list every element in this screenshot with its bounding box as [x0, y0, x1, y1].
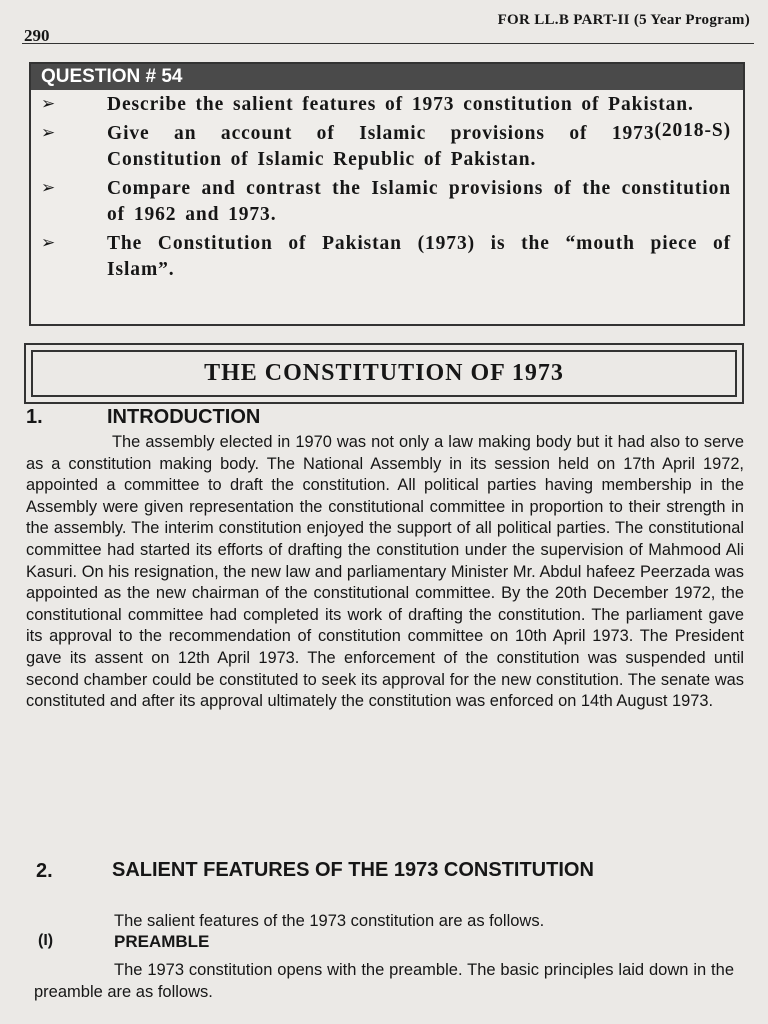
question-item	[31, 121, 743, 173]
subsection-number: (I)	[38, 932, 54, 949]
chapter-title: THE CONSTITUTION OF 1973	[204, 360, 564, 386]
question-item	[31, 92, 743, 141]
question-item	[31, 176, 743, 228]
arrow-bullet-icon: ➢	[41, 94, 56, 114]
section-title: INTRODUCTION	[107, 406, 261, 428]
question-item	[31, 231, 743, 283]
subsection-title: PREAMBLE	[114, 932, 210, 951]
question-list	[31, 90, 743, 283]
chapter-title-box	[24, 343, 744, 404]
question-title: QUESTION # 54	[31, 64, 743, 90]
question-tag: (2018-S)	[654, 120, 731, 141]
arrow-bullet-icon: ➢	[41, 178, 56, 198]
page-number: 290	[24, 26, 50, 45]
question-text: Compare and contrast the Islamic provisions of the constitution of 1962 and 1973.	[107, 178, 731, 225]
arrow-bullet-icon: ➢	[41, 233, 56, 253]
question-box	[29, 62, 745, 326]
preamble-paragraph	[34, 960, 734, 1003]
arrow-bullet-icon: ➢	[41, 123, 56, 143]
introduction-paragraph	[26, 432, 744, 713]
preamble-text: The 1973 constitution opens with the preamble. The basic principles laid down in the preamble are as follows.	[34, 961, 734, 1001]
section-title: SALIENT FEATURES OF THE 1973 CONSTITUTION	[112, 859, 594, 881]
header-rule	[22, 43, 754, 44]
section-number: 2.	[36, 860, 53, 882]
question-text: Describe the salient features of 1973 constitution of Pakistan.	[107, 94, 694, 115]
question-text: Give an account of Islamic provisions of 1973 Constitution of Islamic Republic of Pakistan.	[107, 123, 655, 170]
running-header: FOR LL.B PART-II (5 Year Program)	[497, 12, 750, 28]
question-text: The Constitution of Pakistan (1973) is the “mouth piece of Islam”.	[107, 233, 731, 280]
introduction-text: The assembly elected in 1970 was not only a law making body but it had also to serve as a constitution making body. The National Assembly in its session held on 17th April 1972, appointed a committee to draft the constitution. All political parties having membership in the Assembly were given representation the constitutional committee in proportion to their strength in the assembly. The interim constitution enjoyed the support of all political parties. The constitutional committee had started its efforts of drafting the constitution under the supervision of Mahmood Ali Kasuri. On his resignation, the new law and parliamentary Minister Mr. Abdul hafeez Peerzada was appointed as the new chairman of the constitutional committee. By the 20th December 1972, the constitutional committee had completed its work of drafting the constitution. The parliament gave its approval to the recommendation of constitution committee on 10th April 1973. The President gave its assent on 12th April 1973. The enforcement of the constitution was suspended until second chamber could be constituted to seek its approval for the new constitution. The senate was constituted and after its approval ultimately the constitution was enforced on 14th August 1973.	[26, 433, 744, 711]
section-intro: The salient features of the 1973 constitution are as follows.	[114, 912, 545, 930]
section-number: 1.	[26, 406, 43, 428]
